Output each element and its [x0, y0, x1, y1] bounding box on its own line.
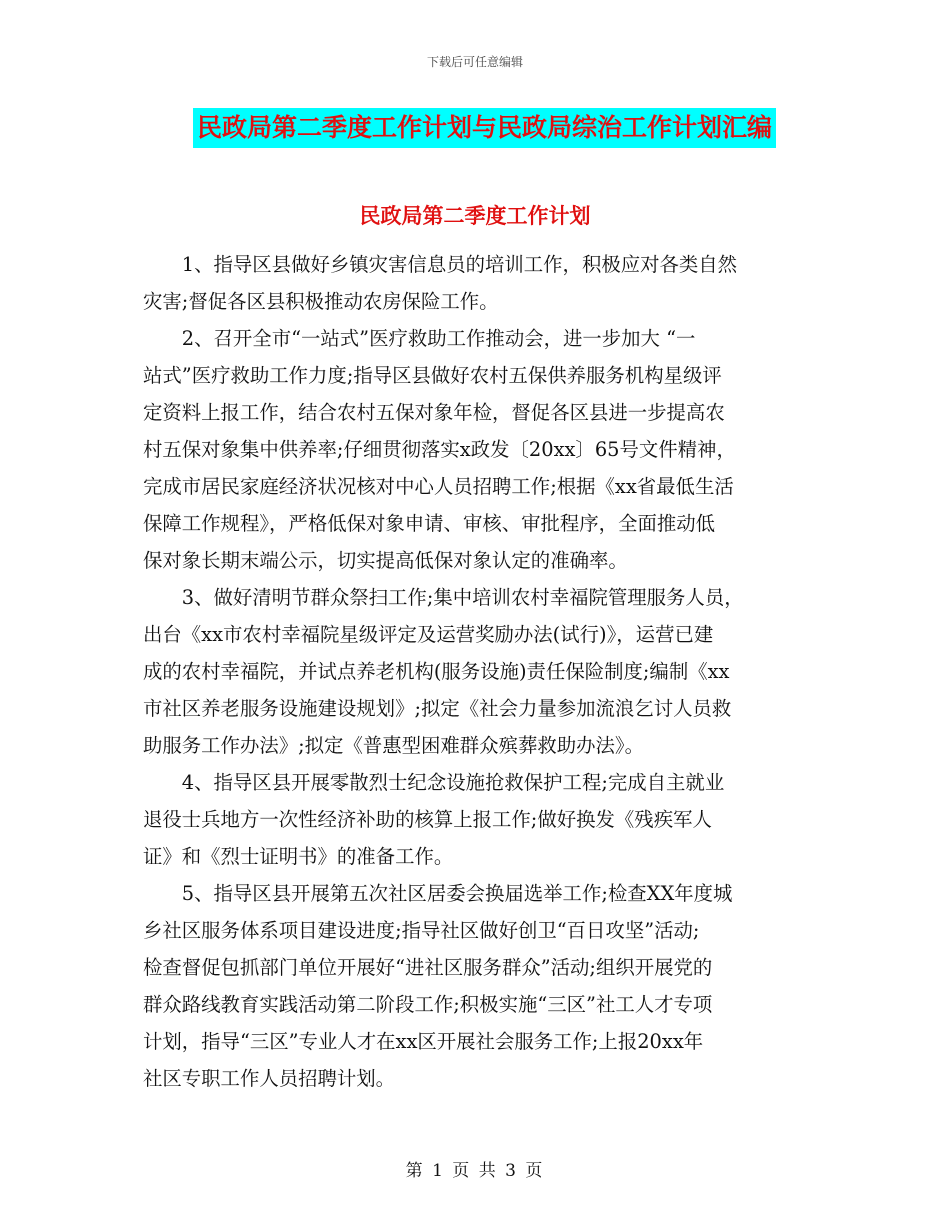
paragraph-3 — [143, 579, 807, 764]
page-number-footer: 第 1 页 共 3 页 — [405, 1161, 545, 1181]
text-line: 5、指导区县开展第五次社区居委会换届选举工作;检查XX年度城 — [181, 882, 733, 905]
text-line: 出台《xx市农村幸福院星级评定及运营奖励办法(试行)》，运营已建 — [143, 623, 714, 646]
text-line: 1、指导区县做好乡镇灾害信息员的培训工作，积极应对各类自然 — [181, 253, 738, 276]
paragraph-1 — [143, 246, 807, 320]
paragraph-4 — [143, 764, 807, 875]
text-line: 村五保对象集中供养率;仔细贯彻落实x政发〔20xx〕65号文件精神， — [143, 438, 736, 461]
text-line: 社区专职工作人员招聘计划。 — [143, 1067, 396, 1090]
text-line: 退役士兵地方一次性经济补助的核算上报工作;做好换发《残疾军人 — [143, 808, 712, 831]
document-body — [143, 246, 807, 1097]
text-line: 保对象长期末端公示，切实提高低保对象认定的准确率。 — [143, 549, 628, 572]
text-line: 灾害;督促各区县积极推动农房保险工作。 — [143, 290, 499, 313]
text-line: 群众路线教育实践活动第二阶段工作;积极实施“三区”社工人才专项 — [143, 993, 713, 1016]
text-line: 4、指导区县开展零散烈士纪念设施抢救保护工程;完成自主就业 — [181, 771, 725, 794]
text-line: 乡社区服务体系项目建设进度;指导社区做好创卫“百日攻坚”活动; — [143, 919, 700, 942]
section-title: 民政局第二季度工作计划 — [359, 204, 591, 228]
header-note: 下载后可任意编辑 — [426, 55, 523, 69]
text-line: 成的农村幸福院，并试点养老机构(服务设施)责任保险制度;编制《xx — [143, 660, 730, 683]
text-line: 检查督促包抓部门单位开展好“进社区服务群众”活动;组织开展党的 — [143, 956, 713, 979]
text-line: 证》和《烈士证明书》的准备工作。 — [143, 845, 454, 868]
text-line: 完成市居民家庭经济状况核对中心人员招聘工作;根据《xx省最低生活 — [143, 475, 734, 498]
text-line: 定资料上报工作，结合农村五保对象年检，督促各区县进一步提高农 — [143, 401, 725, 424]
text-line: 站式”医疗救助工作力度;指导区县做好农村五保供养服务机构星级评 — [143, 364, 722, 387]
paragraph-2 — [143, 320, 807, 579]
text-line: 2、召开全市“一站式”医疗救助工作推动会，进一步加大 “一 — [181, 327, 696, 350]
text-line: 3、做好清明节群众祭扫工作;集中培训农村幸福院管理服务人员， — [181, 586, 744, 609]
text-line: 助服务工作办法》;拟定《普惠型困难群众殡葬救助办法》。 — [143, 734, 644, 757]
text-line: 计划，指导“三区”专业人才在xx区开展社会服务工作;上报20xx年 — [143, 1030, 704, 1053]
text-line: 保障工作规程》，严格低保对象申请、审核、审批程序，全面推动低 — [143, 512, 716, 535]
paragraph-5 — [143, 875, 807, 1097]
text-line: 市社区养老服务设施建设规划》;拟定《社会力量参加流浪乞讨人员救 — [143, 697, 732, 720]
document-title: 民政局第二季度工作计划与民政局综治工作计划汇编 — [193, 108, 776, 148]
